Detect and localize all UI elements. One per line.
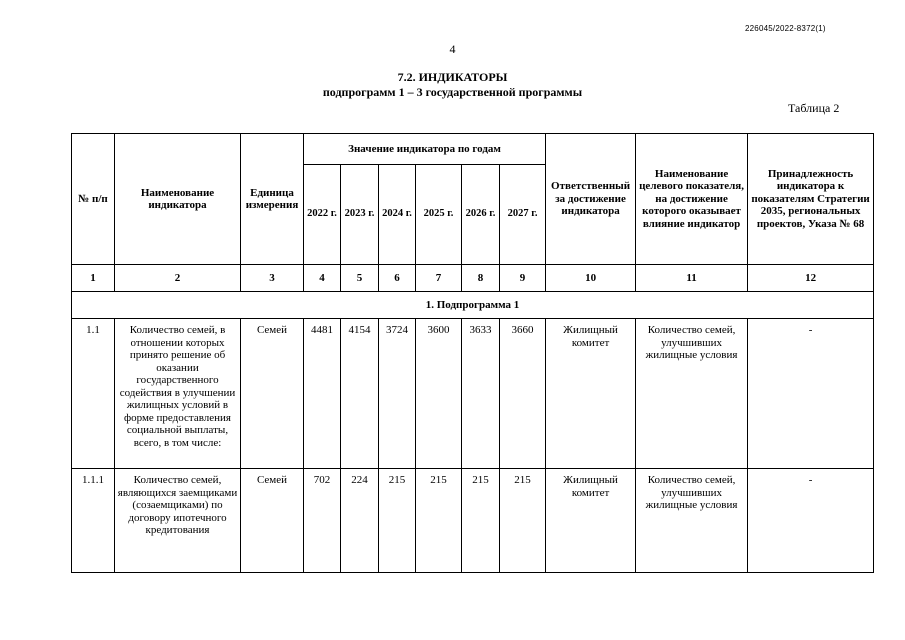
header-year: 2024 г. <box>379 165 416 265</box>
row-target: Количество семей, улучшивших жилищные условия <box>636 469 748 573</box>
header-target: Наименование целевого показателя, на достижение которого оказывает влияние индикатор <box>636 134 748 265</box>
section-row <box>72 292 874 319</box>
header-values-group: Значение индикатора по годам <box>304 134 546 165</box>
header-year: 2022 г. <box>304 165 341 265</box>
header-row <box>72 134 874 165</box>
row-value: 702 <box>304 469 341 573</box>
header-year: 2023 г. <box>341 165 379 265</box>
row-value: 4481 <box>304 319 341 469</box>
heading-subtitle: подпрограмм 1 – 3 государственной программы <box>322 85 583 99</box>
row-value: 224 <box>341 469 379 573</box>
table-caption: Таблица 2 <box>788 101 840 115</box>
table-row <box>72 319 874 469</box>
row-responsible: Жилищный комитет <box>546 319 636 469</box>
row-value: 215 <box>462 469 500 573</box>
row-value: 215 <box>379 469 416 573</box>
header-name: Наименование индикатора <box>115 134 241 265</box>
row-number: 1.1 <box>72 319 115 469</box>
column-number: 2 <box>115 265 241 292</box>
column-number: 1 <box>72 265 115 292</box>
indicators-table <box>71 133 874 573</box>
column-numbers-row <box>72 265 874 292</box>
column-number: 9 <box>500 265 546 292</box>
row-belonging: - <box>748 469 874 573</box>
row-indicator-name: Количество семей, являющихся заемщиками (созаемщиками) по договору ипотечного кредитования <box>115 469 241 573</box>
column-number: 3 <box>241 265 304 292</box>
row-value: 4154 <box>341 319 379 469</box>
row-value: 3660 <box>500 319 546 469</box>
column-number: 7 <box>416 265 462 292</box>
table-row <box>72 469 874 573</box>
column-number: 4 <box>304 265 341 292</box>
row-value: 3633 <box>462 319 500 469</box>
header-belonging: Принадлежность индикатора к показателям Стратегии 2035, региональных проектов, Указа № 68 <box>748 134 874 265</box>
header-responsible: Ответственный за достижение индикатора <box>546 134 636 265</box>
column-number: 5 <box>341 265 379 292</box>
row-number: 1.1.1 <box>72 469 115 573</box>
header-unit: Единица измерения <box>241 134 304 265</box>
row-value: 215 <box>416 469 462 573</box>
row-belonging: - <box>748 319 874 469</box>
column-number: 11 <box>636 265 748 292</box>
row-unit: Семей <box>241 469 304 573</box>
header-year: 2025 г. <box>416 165 462 265</box>
column-number: 10 <box>546 265 636 292</box>
heading-title: 7.2. ИНДИКАТОРЫ <box>397 70 508 84</box>
row-target: Количество семей, улучшивших жилищные условия <box>636 319 748 469</box>
row-responsible: Жилищный комитет <box>546 469 636 573</box>
column-number: 12 <box>748 265 874 292</box>
header-year: 2026 г. <box>462 165 500 265</box>
row-value: 3724 <box>379 319 416 469</box>
row-value: 3600 <box>416 319 462 469</box>
column-number: 6 <box>379 265 416 292</box>
section-title: 1. Подпрограмма 1 <box>72 292 874 319</box>
header-year: 2027 г. <box>500 165 546 265</box>
page-number: 4 <box>449 42 456 56</box>
row-unit: Семей <box>241 319 304 469</box>
column-number: 8 <box>462 265 500 292</box>
document-id: 226045/2022-8372(1) <box>745 24 826 33</box>
row-indicator-name: Количество семей, в отношении которых принято решение об оказании государственного содействия в улучшении жилищных условий в форме предоставления социальной выплаты, всего, в том числе: <box>115 319 241 469</box>
header-num: № п/п <box>72 134 115 265</box>
row-value: 215 <box>500 469 546 573</box>
section-heading <box>0 70 905 100</box>
